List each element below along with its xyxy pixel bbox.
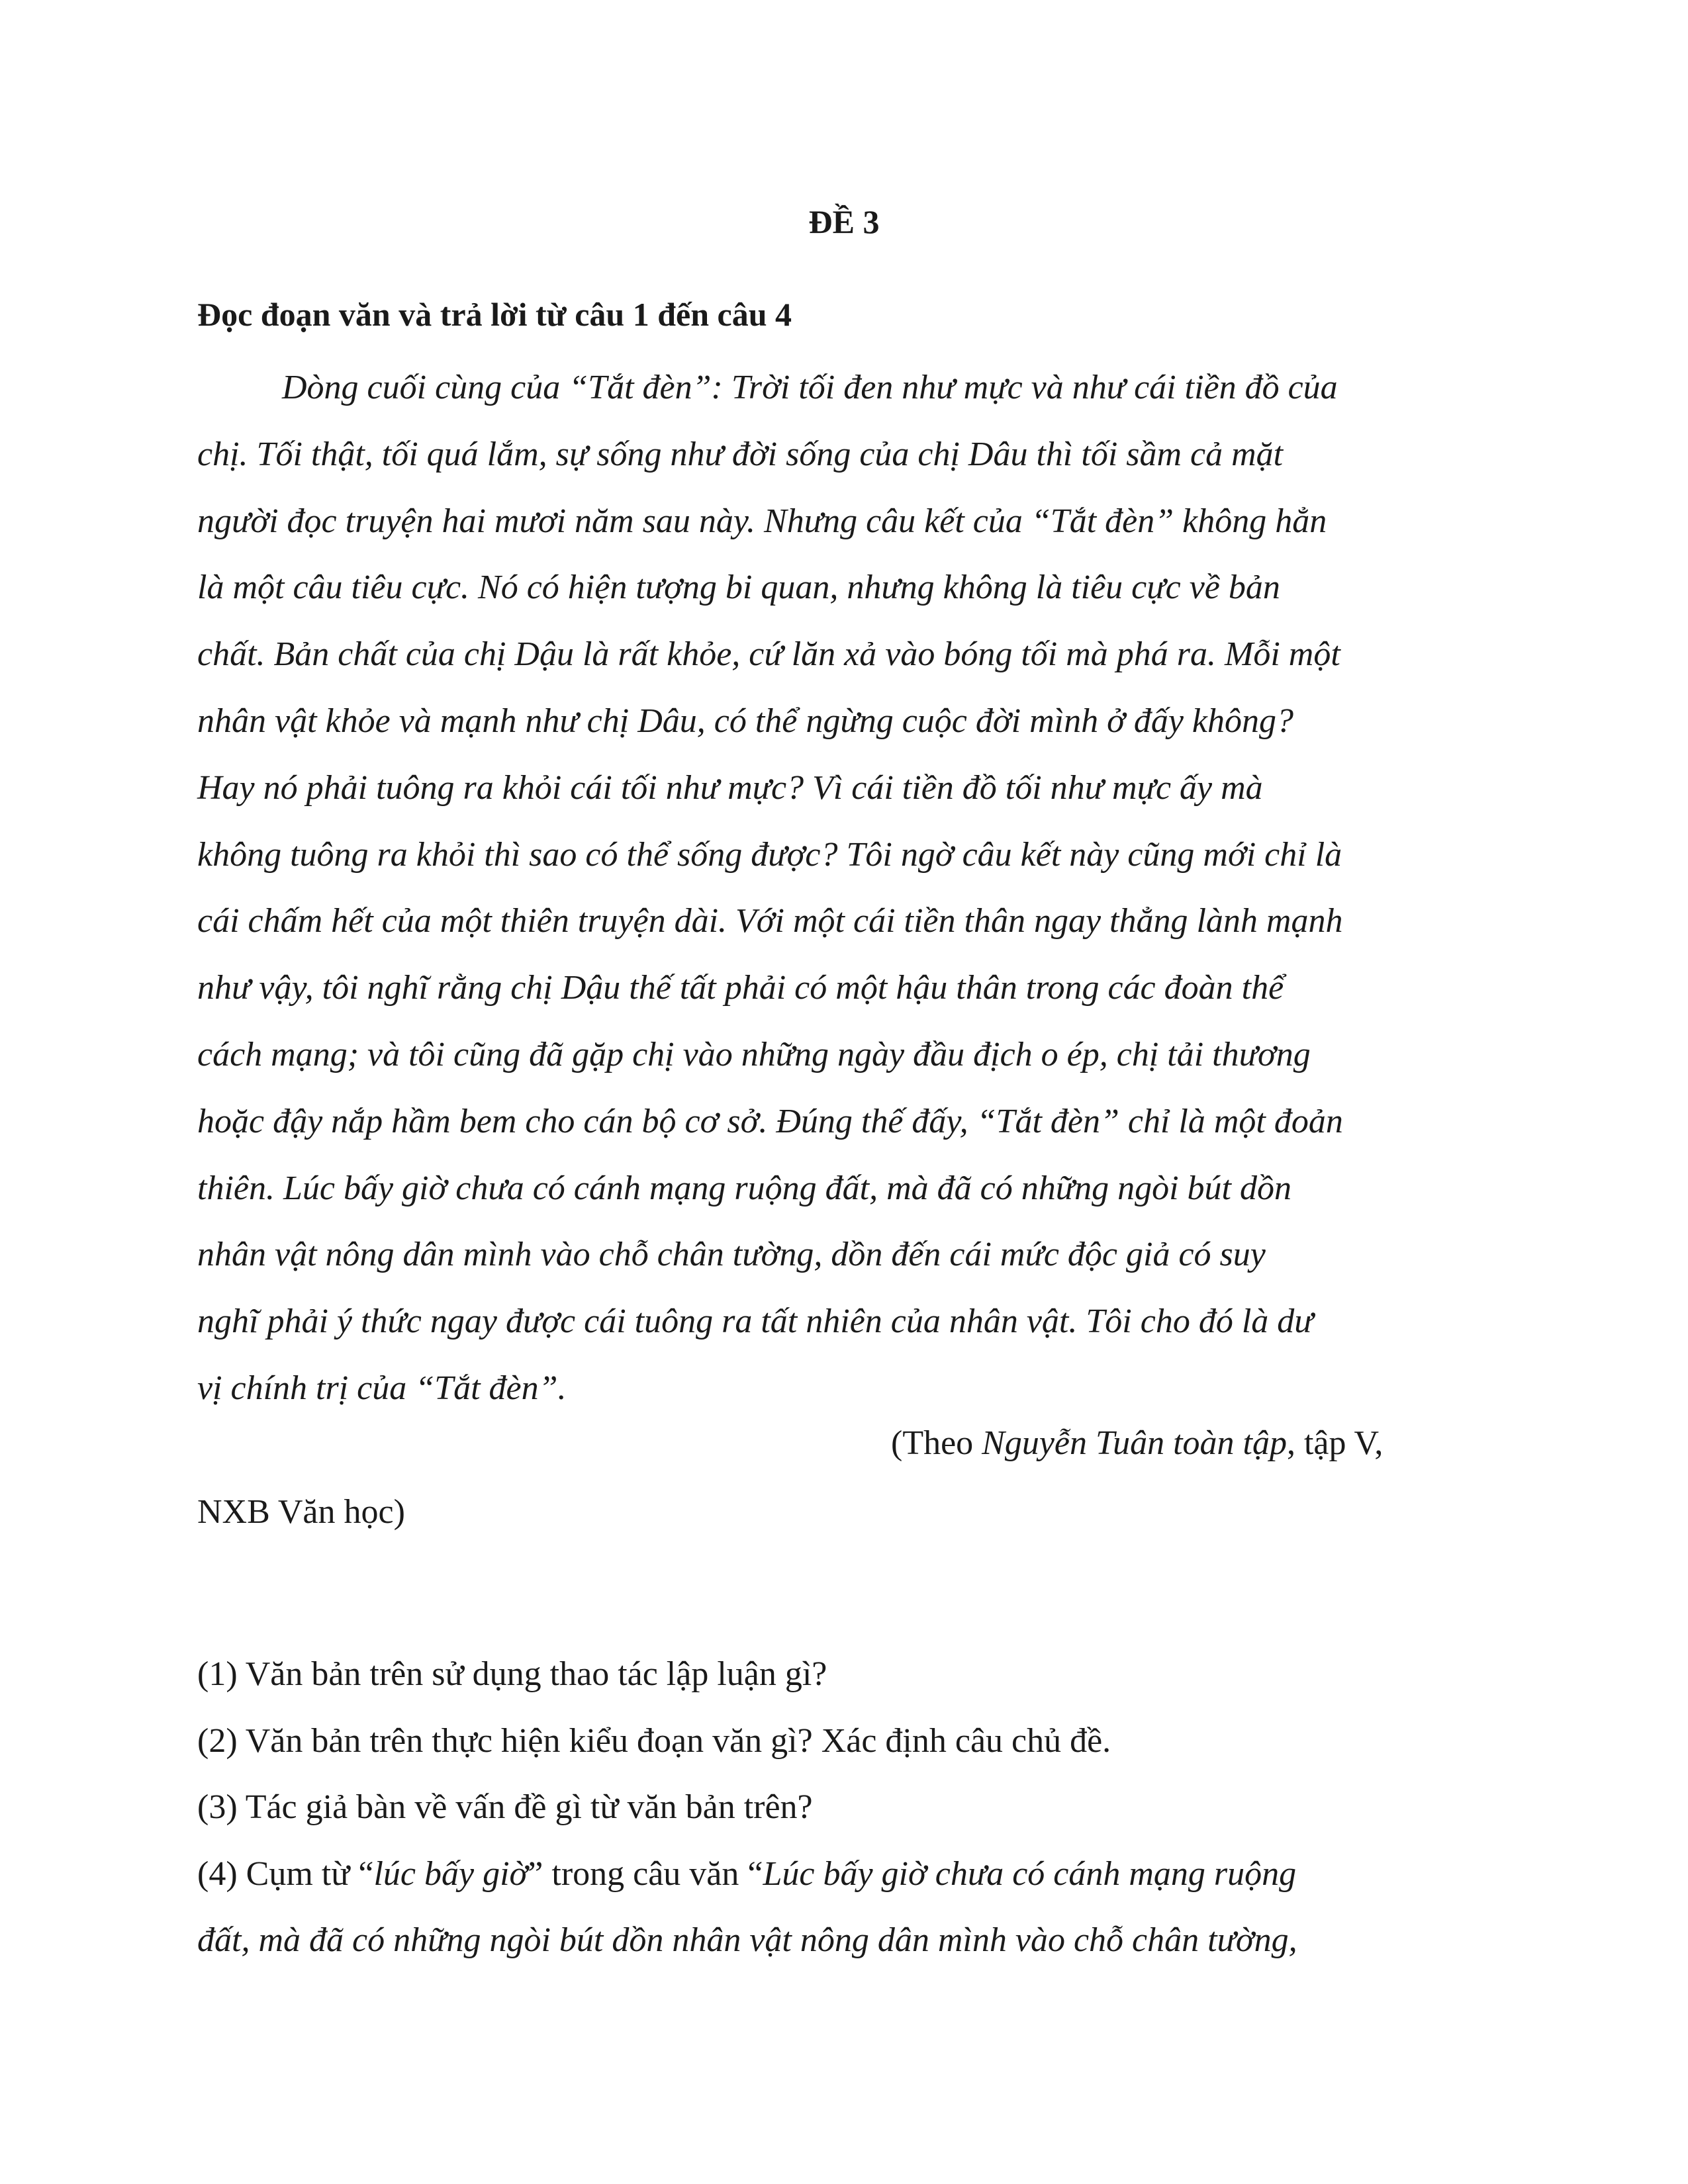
question-2: (2) Văn bản trên thực hiện kiểu đoạn văn gì? Xác định câu chủ đề. bbox=[197, 1721, 1111, 1760]
question-4-mid: ” trong câu văn “ bbox=[528, 1854, 763, 1893]
passage-line: nghĩ phải ý thức ngay được cái tuông ra tất nhiên của nhân vật. Tôi cho đó là dư bbox=[197, 1302, 1313, 1341]
passage-line: cách mạng; và tôi cũng đã gặp chị vào những ngày đầu địch o ép, chị tải thương bbox=[197, 1035, 1311, 1073]
passage-line: vị chính trị của “Tắt đèn”. bbox=[197, 1369, 567, 1407]
passage-line: chất. Bản chất của chị Dậu là rất khỏe, cứ lăn xả vào bóng tối mà phá ra. Mỗi một bbox=[197, 635, 1340, 674]
question-4-quote-continued: đất, mà đã có những ngòi bút dồn nhân vật nông dân mình vào chỗ chân tường, bbox=[197, 1921, 1297, 1959]
passage-line: Hay nó phải tuông ra khỏi cái tối như mực? Vì cái tiền đồ tối như mực ấy mà bbox=[197, 768, 1263, 807]
question-4 bbox=[197, 1841, 1495, 1908]
passage-line: là một câu tiêu cực. Nó có hiện tượng bi quan, nhưng không là tiêu cực về bản bbox=[197, 569, 1280, 607]
passage-line: không tuông ra khỏi thì sao có thể sống được? Tôi ngờ câu kết này cũng mới chỉ là bbox=[197, 835, 1342, 874]
question-list bbox=[197, 1641, 1495, 1974]
reading-passage bbox=[197, 355, 1495, 1422]
passage-line: nhân vật khỏe và mạnh như chị Dâu, có thể ngừng cuộc đời mình ở đấy không? bbox=[197, 702, 1294, 740]
passage-line: hoặc đậy nắp hầm bem cho cán bộ cơ sở. Đúng thế đấy, “Tắt đèn” chỉ là một đoản bbox=[197, 1102, 1343, 1140]
passage-line: chị. Tối thật, tối quá lắm, sự sống như đời sống của chị Dâu thì tối sầm cả mặt bbox=[197, 435, 1284, 473]
source-prefix: (Theo bbox=[891, 1424, 982, 1462]
source-book-title: Nguyễn Tuân toàn tập bbox=[982, 1424, 1287, 1462]
passage-line: cái chấm hết của một thiên truyện dài. Với một cái tiền thân ngay thẳng lành mạnh bbox=[197, 902, 1343, 940]
question-1: (1) Văn bản trên sử dụng thao tác lập luận gì? bbox=[197, 1655, 827, 1693]
question-4-phrase: lúc bấy giờ bbox=[373, 1854, 528, 1893]
section-heading: Đọc đoạn văn và trả lời từ câu 1 đến câu 4 bbox=[197, 296, 792, 333]
question-3: (3) Tác giả bàn về vấn đề gì từ văn bản trên? bbox=[197, 1788, 813, 1826]
question-4-lead: (4) Cụm từ “ bbox=[197, 1854, 374, 1893]
source-publisher: NXB Văn học) bbox=[197, 1493, 405, 1531]
passage-line: Dòng cuối cùng của “Tắt đèn”: Trời tối đen như mực và như cái tiền đồ của bbox=[282, 369, 1338, 406]
source-citation bbox=[891, 1420, 1383, 1467]
passage-line: như vậy, tôi nghĩ rằng chị Dậu thế tất phải có một hậu thân trong các đoàn thể bbox=[197, 969, 1284, 1007]
passage-line: người đọc truyện hai mươi năm sau này. Nhưng câu kết của “Tắt đèn” không hẳn bbox=[197, 502, 1327, 540]
passage-line: nhân vật nông dân mình vào chỗ chân tường, dồn đến cái mức độc giả có suy bbox=[197, 1236, 1266, 1274]
question-4-quote: Lúc bấy giờ chưa có cánh mạng ruộng bbox=[763, 1854, 1297, 1893]
exam-title: ĐỀ 3 bbox=[808, 203, 880, 240]
source-suffix: , tập V, bbox=[1286, 1424, 1383, 1462]
passage-line: thiên. Lúc bấy giờ chưa có cánh mạng ruộng đất, mà đã có những ngòi bút dồn bbox=[197, 1169, 1291, 1207]
